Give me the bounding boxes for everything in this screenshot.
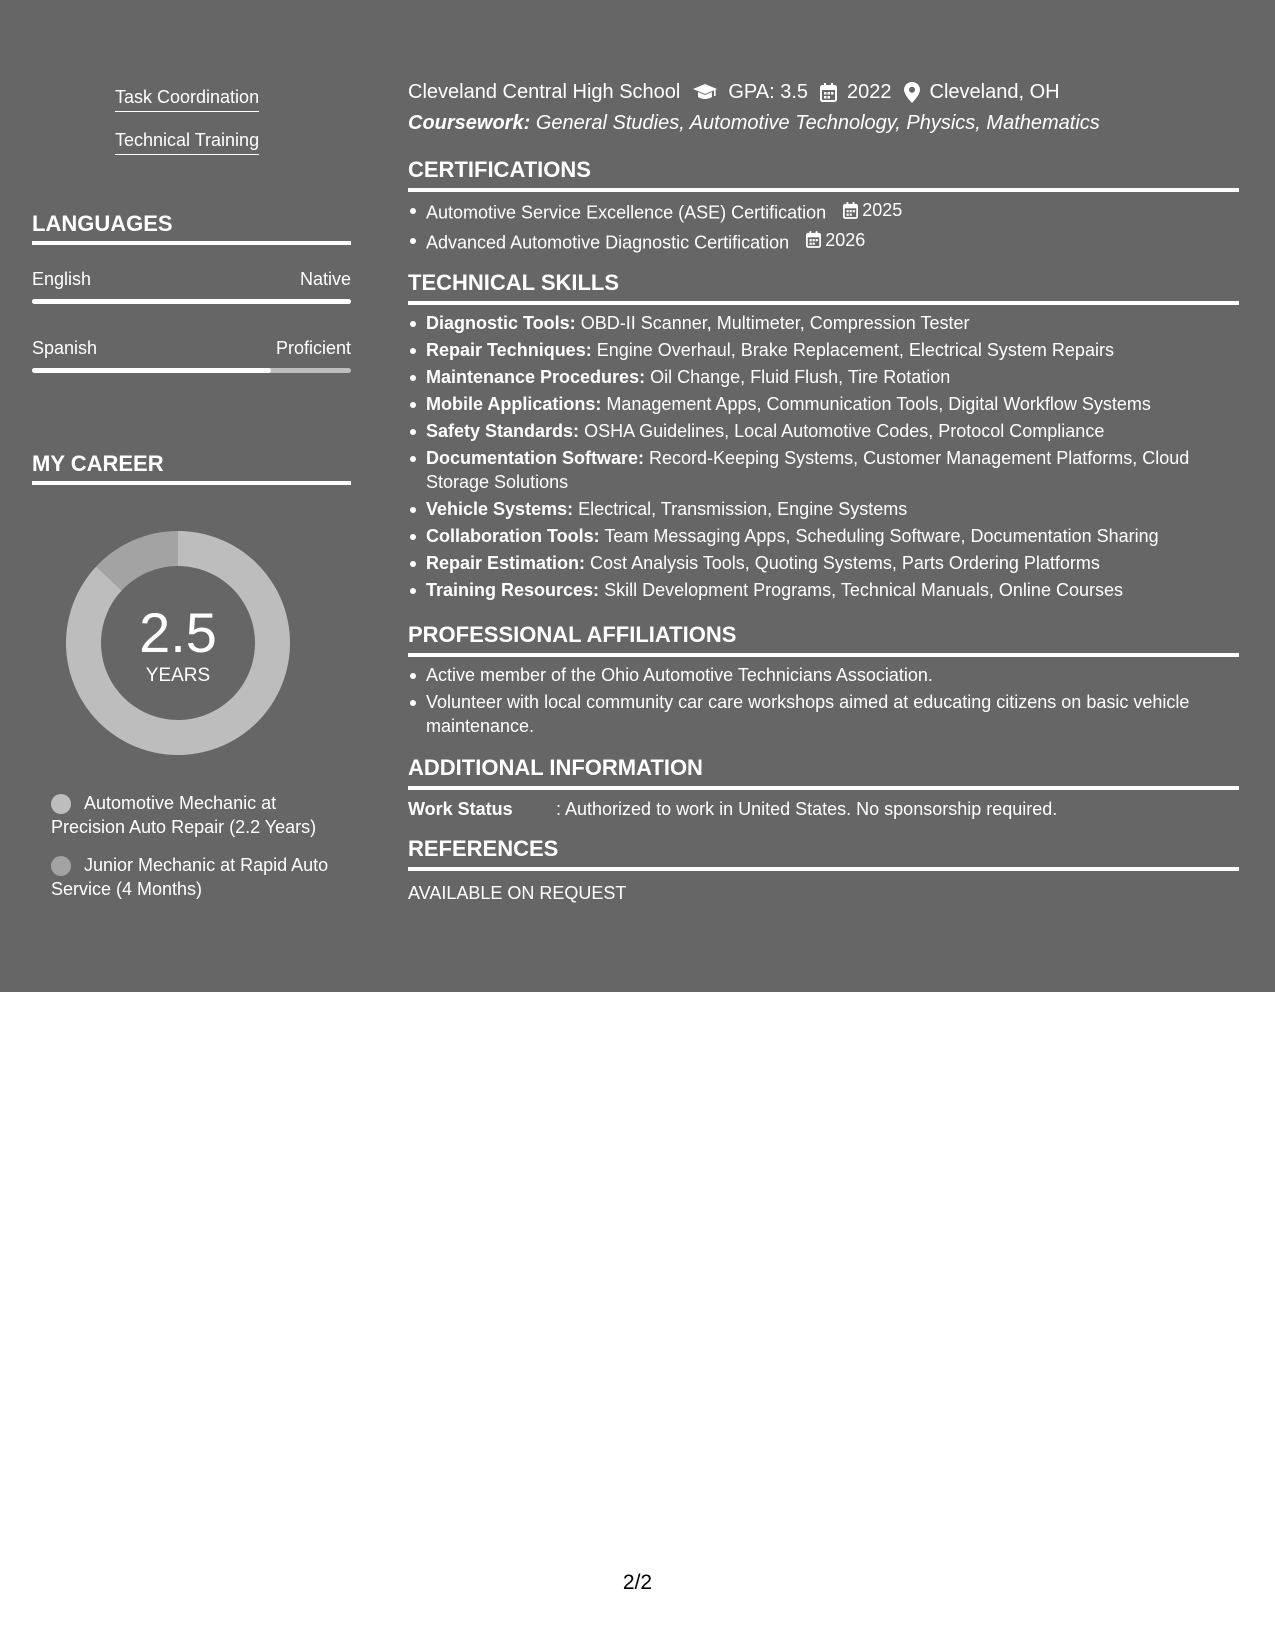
additional-info-heading: ADDITIONAL INFORMATION (408, 755, 1239, 790)
references-heading: REFERENCES (408, 836, 1239, 871)
skill-tag: Task Coordination (115, 86, 259, 112)
language-proficiency-fill (32, 368, 271, 373)
technical-skills-list (426, 311, 1239, 605)
skill-text: Engine Overhaul, Brake Replacement, Electrical System Repairs (596, 340, 1114, 360)
skill-item (426, 446, 1239, 494)
skill-label: Repair Estimation: (426, 553, 586, 573)
language-row-english (32, 268, 351, 316)
school-location: Cleveland, OH (929, 81, 1060, 103)
certification-item (426, 228, 1239, 255)
language-row-spanish (32, 337, 351, 385)
skill-text: Cost Analysis Tools, Quoting Systems, Parts Ordering Platforms (590, 553, 1100, 573)
references-text: AVAILABLE ON REQUEST (408, 883, 627, 903)
affiliation-item: Volunteer with local community car care workshops aimed at educating citizens on basic vehicle maintenance. (426, 690, 1239, 738)
skill-label: Diagnostic Tools: (426, 313, 576, 333)
language-level: Proficient (275, 338, 351, 358)
skill-label: Training Resources: (426, 580, 600, 600)
skill-label: Vehicle Systems: (426, 499, 574, 519)
certification-date (806, 228, 865, 252)
skill-item (426, 524, 1239, 548)
career-item (51, 791, 341, 839)
skill-label: Maintenance Procedures: (426, 367, 646, 387)
certifications-heading: CERTIFICATIONS (408, 157, 1239, 192)
affiliations-heading: PROFESSIONAL AFFILIATIONS (408, 622, 1239, 657)
career-item (51, 853, 341, 901)
calendar-icon (806, 231, 821, 248)
skill-label: Documentation Software: (426, 448, 645, 468)
language-proficiency-bar (32, 368, 351, 373)
language-proficiency-fill (32, 299, 351, 304)
skill-text: Management Apps, Communication Tools, Digital Workflow Systems (606, 394, 1151, 414)
skill-item (426, 365, 1239, 389)
work-status-label: Work Status (408, 799, 513, 819)
language-level: Native (299, 269, 351, 289)
graduation-year: 2022 (847, 81, 892, 103)
skill-item (426, 497, 1239, 521)
page-number: 2/2 (622, 1571, 653, 1594)
gpa-text: GPA: 3.5 (728, 81, 809, 103)
coursework-text: General Studies, Automotive Technology, Physics, Mathematics (535, 112, 1100, 134)
career-legend-dot (51, 856, 71, 876)
skill-label: Collaboration Tools: (426, 526, 600, 546)
coursework-label: Coursework: (408, 112, 531, 134)
skill-tag: Technical Training (115, 129, 259, 155)
language-name: English (32, 269, 92, 289)
graduation-cap-icon (692, 83, 718, 101)
affiliations-list (426, 663, 1239, 741)
skill-item (426, 311, 1239, 335)
work-status-value: : Authorized to work in United States. No sponsorship required. (556, 799, 1058, 819)
career-legend-dot (51, 794, 71, 814)
certification-year: 2026 (825, 229, 866, 250)
skill-text: Skill Development Programs, Technical Manuals, Online Courses (604, 580, 1123, 600)
skill-item (426, 392, 1239, 416)
certification-item (426, 198, 1239, 225)
skill-text: Electrical, Transmission, Engine Systems (578, 499, 908, 519)
calendar-icon (843, 202, 858, 219)
skill-text: Team Messaging Apps, Scheduling Software, Documentation Sharing (604, 526, 1159, 546)
language-name: Spanish (32, 338, 98, 358)
skill-item (426, 578, 1239, 602)
affiliation-item: Active member of the Ohio Automotive Technicians Association. (426, 663, 1239, 687)
work-status-row (408, 797, 1057, 821)
coursework-line (408, 110, 1100, 136)
skill-label: Safety Standards: (426, 421, 580, 441)
school-name: Cleveland Central High School (408, 81, 681, 103)
skill-text: OBD-II Scanner, Multimeter, Compression Tester (580, 313, 970, 333)
languages-heading: LANGUAGES (32, 211, 351, 245)
skill-text: Record-Keeping Systems, Customer Management Platforms, Cloud Storage Solutions (426, 448, 1190, 492)
skill-label: Repair Techniques: (426, 340, 592, 360)
technical-skills-heading: TECHNICAL SKILLS (408, 270, 1239, 305)
skill-tags (115, 86, 259, 172)
calendar-icon (820, 83, 837, 102)
certification-name: Advanced Automotive Diagnostic Certification (426, 232, 790, 252)
career-item-text: Junior Mechanic at Rapid Auto Service (4 Months) (51, 855, 329, 899)
certification-name: Automotive Service Excellence (ASE) Certification (426, 202, 827, 223)
career-total-value: 2.5 (139, 601, 217, 664)
skill-item (426, 551, 1239, 575)
certification-year: 2025 (862, 200, 903, 220)
language-proficiency-bar (32, 299, 351, 304)
skill-text: OSHA Guidelines, Local Automotive Codes, Protocol Compliance (584, 421, 1105, 441)
career-donut-chart (66, 531, 290, 755)
career-item-text: Automotive Mechanic at Precision Auto Repair (2.2 Years) (51, 793, 317, 837)
career-heading: MY CAREER (32, 451, 351, 485)
skill-item (426, 338, 1239, 362)
career-list (51, 791, 341, 915)
certifications-list (426, 198, 1239, 257)
education-line (408, 79, 1060, 105)
location-pin-icon (904, 82, 920, 103)
certification-date (843, 198, 902, 222)
skill-label: Mobile Applications: (426, 394, 602, 414)
skill-item (426, 419, 1239, 443)
career-total-unit: YEARS (145, 665, 211, 686)
skill-text: Oil Change, Fluid Flush, Tire Rotation (650, 367, 951, 387)
